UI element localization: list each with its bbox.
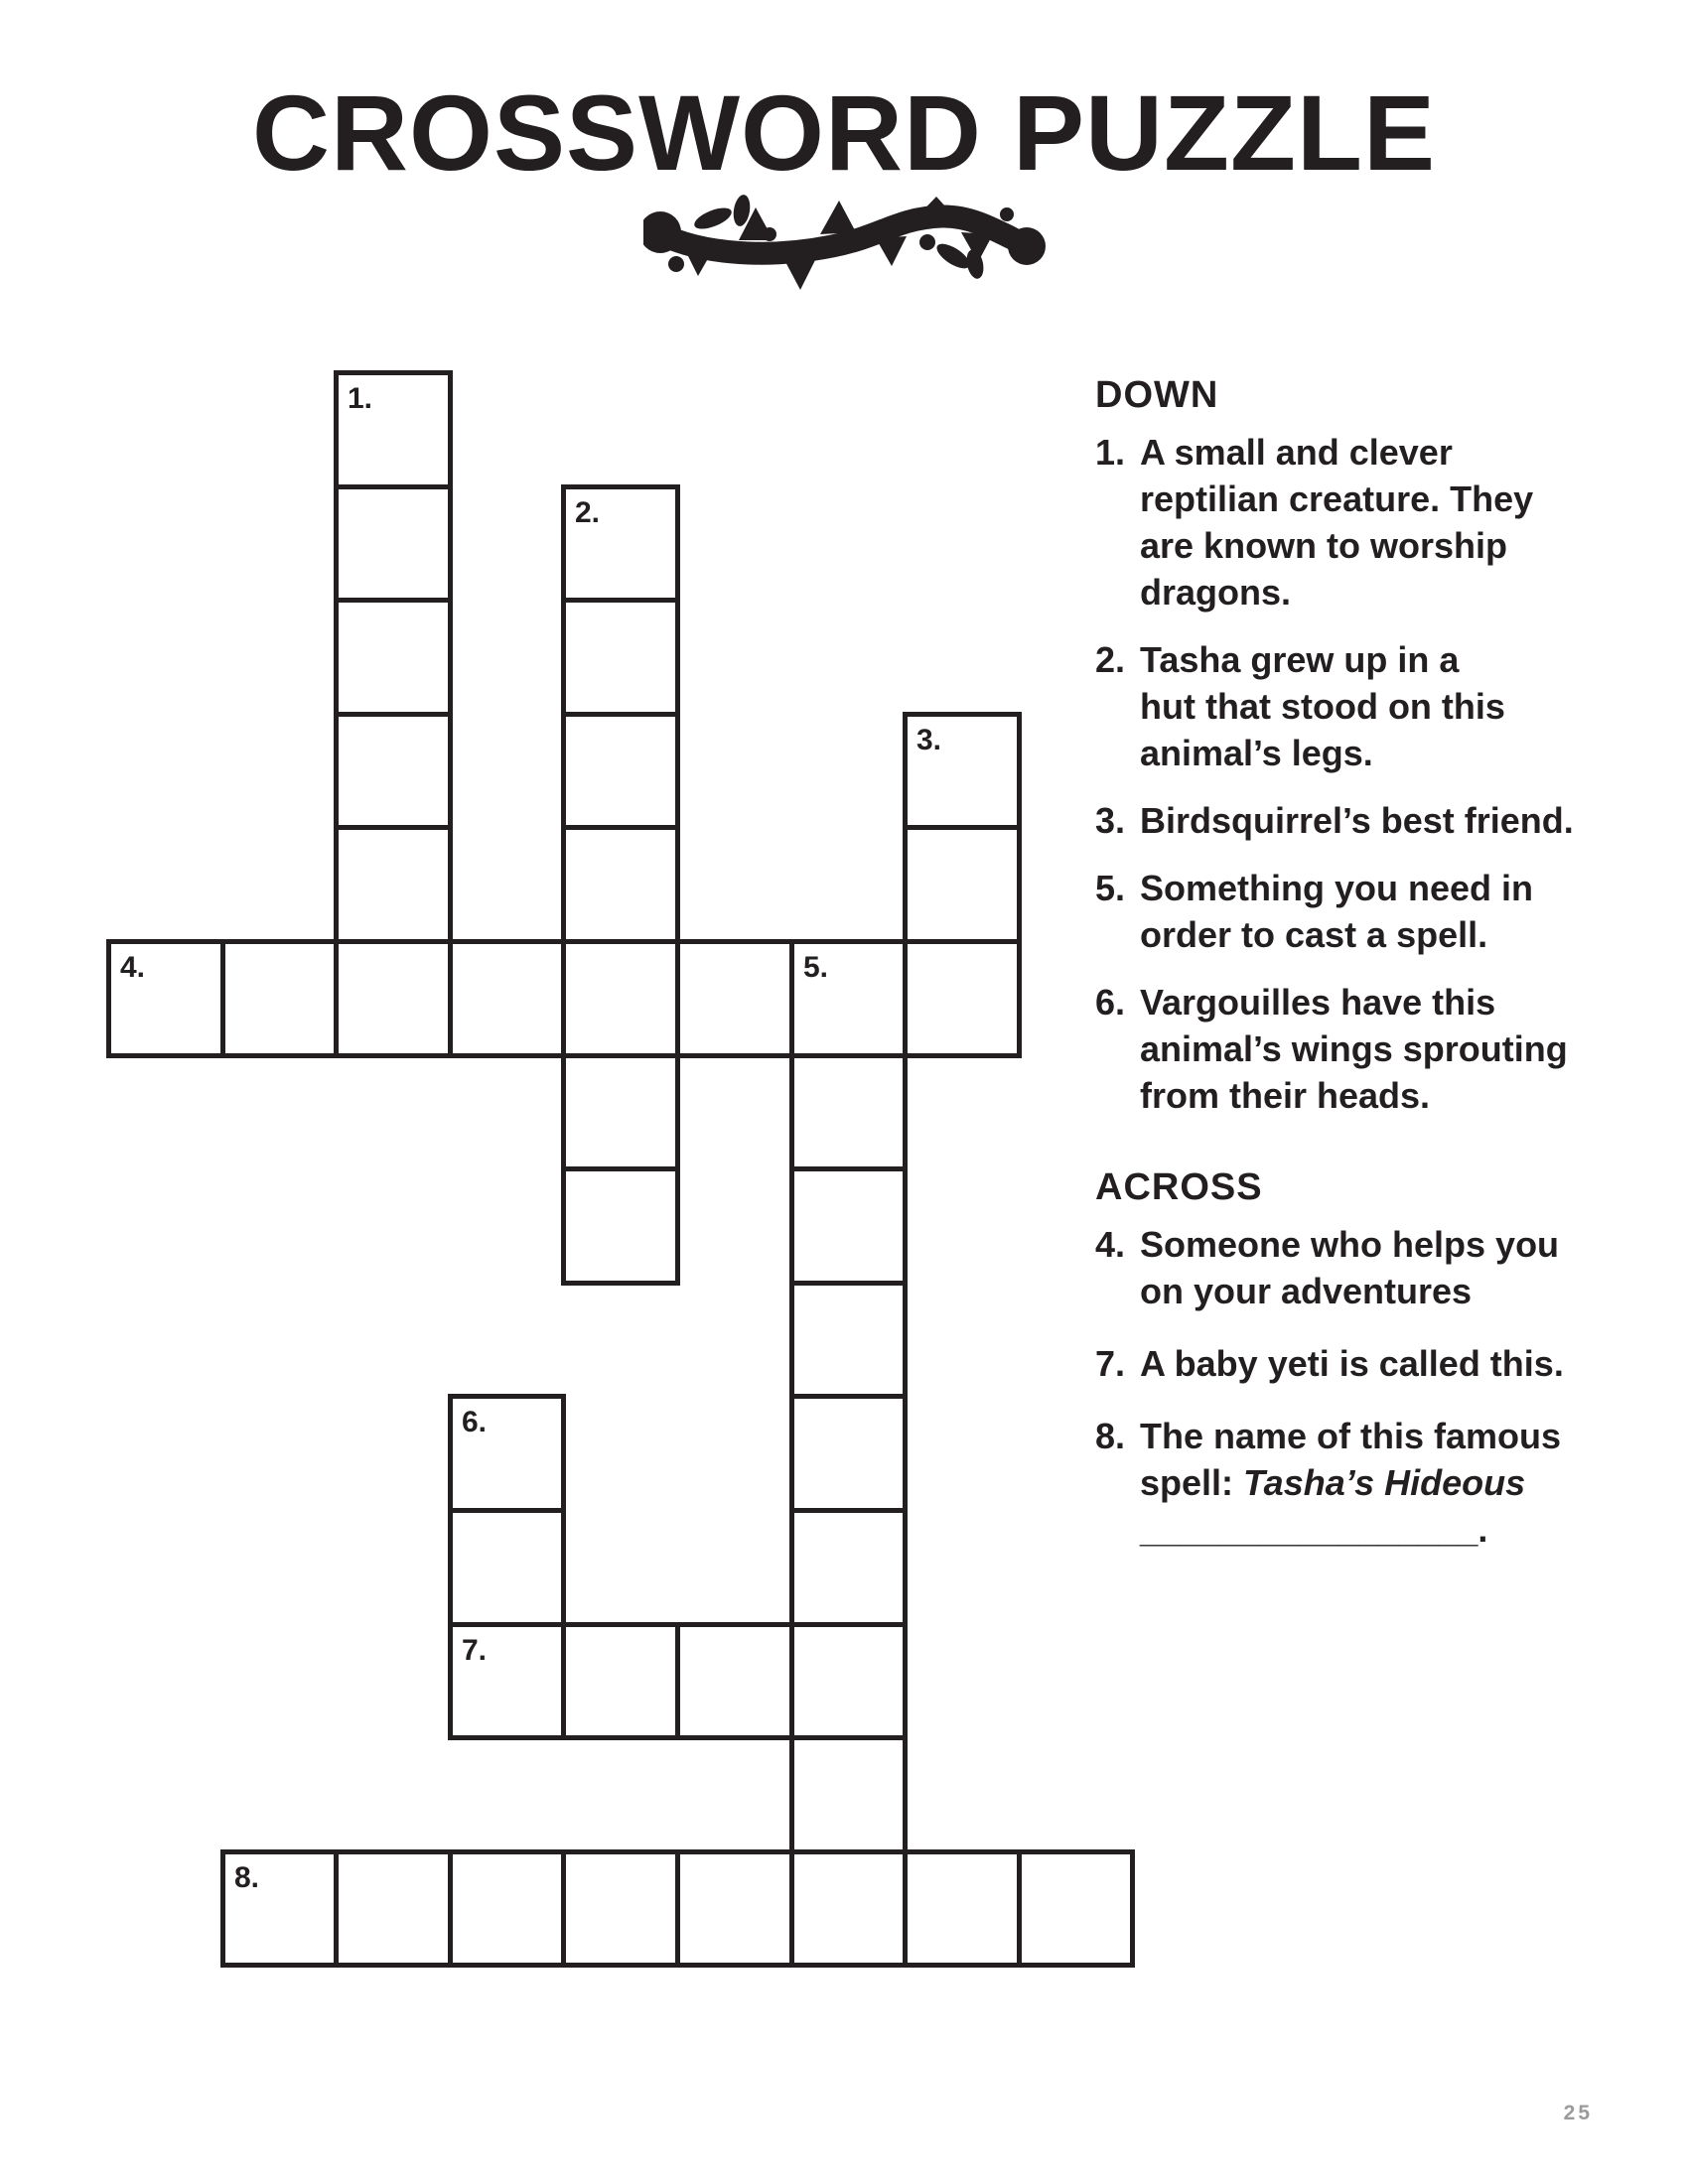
across-heading: ACROSS bbox=[1095, 1166, 1263, 1208]
grid-cell[interactable] bbox=[675, 1849, 794, 1968]
grid-cell[interactable] bbox=[561, 598, 680, 717]
grid-cell[interactable] bbox=[789, 1053, 908, 1171]
grid-cell[interactable] bbox=[561, 939, 680, 1058]
grid-cell[interactable] bbox=[789, 1166, 908, 1286]
page-title: CROSSWORD PUZZLE bbox=[252, 72, 1436, 193]
grid-cell[interactable] bbox=[561, 1849, 680, 1968]
grid-cell[interactable] bbox=[903, 825, 1022, 944]
clue-text: Vargouilles have this animal’s wings sprouting from their heads. bbox=[1140, 982, 1568, 1116]
clue-text: Someone who helps you on your adventures bbox=[1140, 1224, 1560, 1311]
clue-item-down-3 bbox=[1095, 797, 1631, 844]
clue-number: 1. bbox=[1095, 432, 1126, 473]
grid-cell[interactable] bbox=[903, 939, 1022, 1058]
grid-cell[interactable] bbox=[334, 1849, 453, 1968]
grid-cell[interactable] bbox=[789, 1281, 908, 1399]
grid-number-label: 8. bbox=[234, 1861, 260, 1894]
clue-number: 3. bbox=[1095, 800, 1126, 841]
clue-number: 7. bbox=[1095, 1343, 1126, 1384]
grid-cell[interactable] bbox=[789, 1849, 908, 1968]
grid-cell[interactable] bbox=[561, 1166, 680, 1286]
clue-text: Birdsquirrel’s best friend. bbox=[1140, 800, 1574, 841]
down-section bbox=[1095, 375, 1631, 1119]
clue-text: Tasha grew up in a hut that stood on this animal’s legs. bbox=[1140, 639, 1505, 773]
clue-number: 5. bbox=[1095, 868, 1126, 908]
grid-cell[interactable] bbox=[220, 939, 339, 1058]
clue-item-down-2 bbox=[1095, 636, 1631, 776]
grid-cell[interactable] bbox=[789, 1508, 908, 1627]
grid-cell[interactable] bbox=[561, 712, 680, 830]
grid-cell[interactable] bbox=[334, 825, 453, 944]
grid-number-label: 4. bbox=[120, 951, 146, 984]
grid-cell[interactable] bbox=[334, 712, 453, 830]
grid-number-label: 3. bbox=[916, 724, 942, 756]
grid-cell[interactable] bbox=[675, 1622, 794, 1740]
clue-number: 8. bbox=[1095, 1416, 1126, 1456]
across-clues-list bbox=[1095, 1221, 1631, 1553]
page-number: 25 bbox=[1563, 2102, 1593, 2124]
grid-number-label: 2. bbox=[575, 496, 601, 529]
grid-number-label: 1. bbox=[348, 382, 373, 415]
grid-number-label: 6. bbox=[462, 1406, 488, 1438]
grid-cell[interactable] bbox=[561, 1053, 680, 1171]
clue-text: Something you need in order to cast a spell. bbox=[1140, 868, 1534, 955]
clue-text: A baby yeti is called this. bbox=[1140, 1343, 1564, 1384]
across-section bbox=[1095, 1167, 1631, 1553]
grid-cell[interactable] bbox=[334, 484, 453, 603]
grid-cell[interactable] bbox=[448, 939, 566, 1058]
grid-cell[interactable] bbox=[448, 1849, 566, 1968]
grid-cell[interactable] bbox=[334, 939, 453, 1058]
clue-item-down-5 bbox=[1095, 865, 1631, 958]
grid-cell[interactable] bbox=[789, 1394, 908, 1513]
clue-item-down-6 bbox=[1095, 979, 1631, 1119]
clues-panel bbox=[1095, 375, 1631, 1578]
grid-cell[interactable] bbox=[561, 1622, 680, 1740]
grid-cell[interactable] bbox=[334, 598, 453, 717]
clue-item-across-7 bbox=[1095, 1340, 1631, 1387]
thorny-branch-icon bbox=[643, 191, 1051, 290]
clue-text: The name of this famous spell: Tasha’s Hideous _________________. bbox=[1140, 1416, 1562, 1550]
grid-cell[interactable] bbox=[789, 1622, 908, 1740]
clue-text: A small and clever reptilian creature. They are known to worship dragons. bbox=[1140, 432, 1534, 613]
grid-number-label: 5. bbox=[803, 951, 829, 984]
clue-number: 4. bbox=[1095, 1224, 1126, 1265]
down-heading: DOWN bbox=[1095, 374, 1219, 416]
grid-cell[interactable] bbox=[675, 939, 794, 1058]
clue-number: 2. bbox=[1095, 639, 1126, 680]
grid-cell[interactable] bbox=[1017, 1849, 1135, 1968]
down-clues-list bbox=[1095, 429, 1631, 1119]
clue-item-across-4 bbox=[1095, 1221, 1631, 1314]
clue-number: 6. bbox=[1095, 982, 1126, 1023]
grid-cell[interactable] bbox=[903, 1849, 1022, 1968]
grid-number-label: 7. bbox=[462, 1634, 488, 1667]
grid-cell[interactable] bbox=[561, 825, 680, 944]
grid-cell[interactable] bbox=[448, 1508, 566, 1627]
clue-item-across-8 bbox=[1095, 1413, 1631, 1553]
clue-item-down-1 bbox=[1095, 429, 1631, 615]
grid-cell[interactable] bbox=[789, 1735, 908, 1854]
